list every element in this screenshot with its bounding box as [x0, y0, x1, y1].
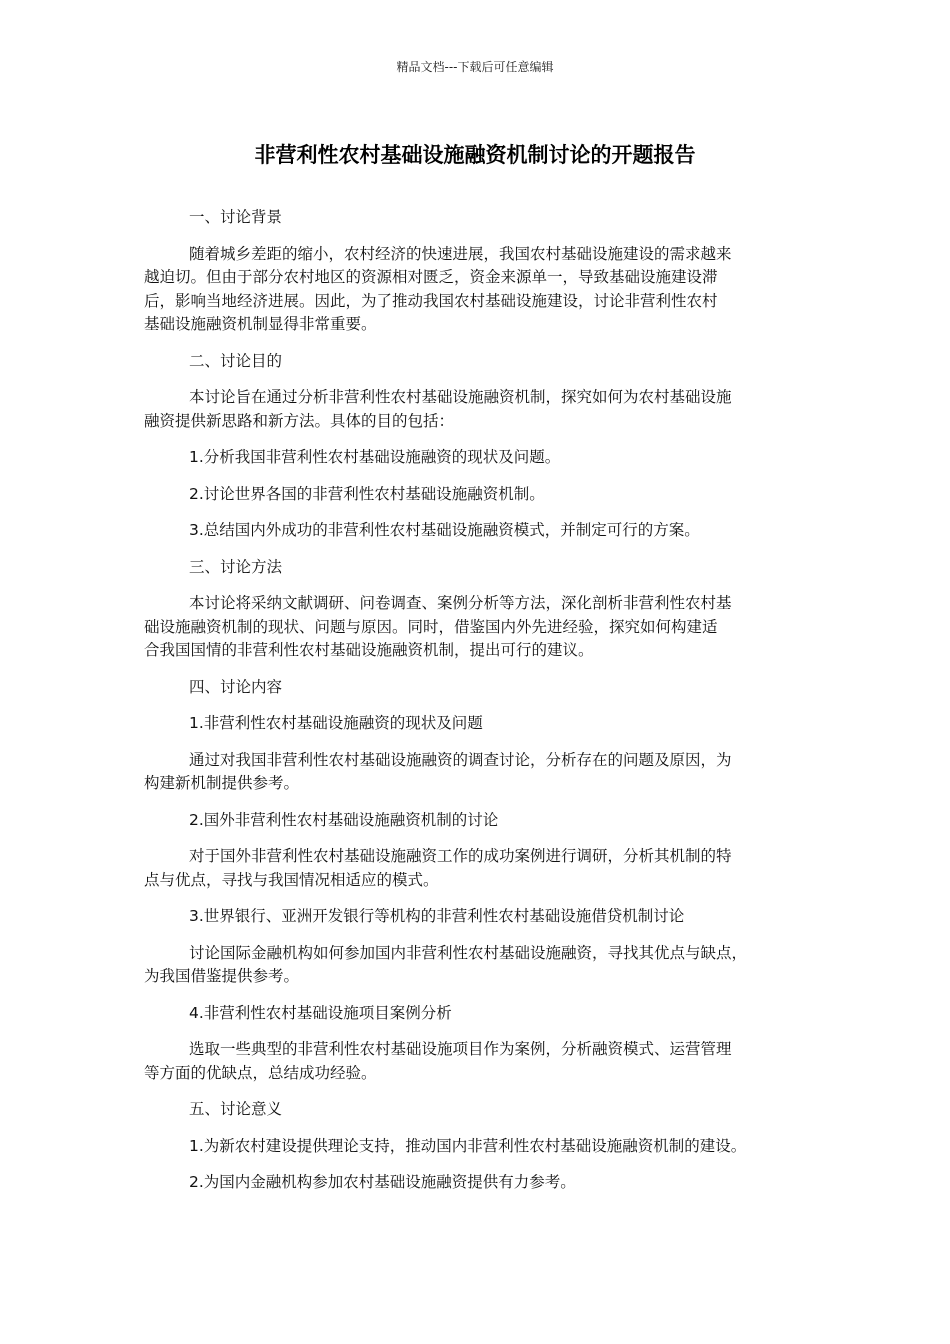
purpose-item-3: 3.总结国内外成功的非营利性农村基础设施融资模式，并制定可行的方案。 — [189, 521, 700, 539]
section-heading-background: 一、讨论背景 — [189, 208, 283, 226]
header-note: 精品文档---下载后可任意编辑 — [396, 60, 554, 74]
content-item-2-text: 对于国外非营利性农村基础设施融资工作的成功案例进行调研，分析其机制的特 点与优点，寻找与我国情况相适应的模式。 — [144, 847, 732, 889]
content-item-2-heading: 2.国外非营利性农村基础设施融资机制的讨论 — [189, 810, 499, 829]
paragraph-background: 随着城乡差距的缩小，农村经济的快速进展，我国农村基础设施建设的需求越来 越迫切。但由于部分农村地区的资源相对匮乏，资金来源单一，导致基础设施建设滞 后，影响当地经济进展。因此，为了推动我国农村基础设施建设，讨论非营利性农村 基础设施融资机制显得非常重要。 — [144, 244, 732, 333]
purpose-item-2: 2.讨论世界各国的非营利性农村基础设施融资机制。 — [189, 484, 545, 503]
paragraph-method: 本讨论将采纳文献调研、问卷调查、案例分析等方法，深化剖析非营利性农村基 础设施融资机制的现状、问题与原因。同时，借鉴国内外先进经验，探究如何构建适 合我国国情的非营利性农村基础设施融资机制，提出可行的建议。 — [144, 594, 732, 659]
section-heading-significance: 五、讨论意义 — [189, 1100, 283, 1118]
content-item-1-text: 通过对我国非营利性农村基础设施融资的调查讨论，分析存在的问题及原因，为 构建新机制提供参考。 — [144, 750, 732, 792]
significance-item-2: 2.为国内金融机构参加农村基础设施融资提供有力参考。 — [189, 1173, 576, 1191]
paragraph-purpose: 本讨论旨在通过分析非营利性农村基础设施融资机制，探究如何为农村基础设施 融资提供新思路和新方法。具体的目的包括： — [144, 388, 732, 430]
purpose-item-1: 1.分析我国非营利性农村基础设施融资的现状及问题。 — [189, 448, 561, 466]
content-item-4-text: 选取一些典型的非营利性农村基础设施项目作为案例，分析融资模式、运营管理 等方面的优缺点，总结成功经验。 — [144, 1040, 732, 1082]
content-item-4-heading: 4.非营利性农村基础设施项目案例分析 — [189, 1003, 452, 1022]
content-item-3-heading: 3.世界银行、亚洲开发银行等机构的非营利性农村基础设施借贷机制讨论 — [189, 907, 685, 925]
document-title: 非营利性农村基础设施融资机制讨论的开题报告 — [254, 143, 696, 167]
significance-item-1: 1.为新农村建设提供理论支持，推动国内非营利性农村基础设施融资机制的建设。 — [189, 1136, 747, 1155]
content-item-3-text: 讨论国际金融机构如何参加国内非营利性农村基础设施融资，寻找其优点与缺点， 为我国借鉴提供参考。 — [144, 943, 748, 985]
content-item-1-heading: 1.非营利性农村基础设施融资的现状及问题 — [189, 714, 483, 732]
document-body — [144, 206, 814, 1208]
section-heading-method: 三、讨论方法 — [189, 557, 283, 576]
section-heading-purpose: 二、讨论目的 — [189, 351, 283, 370]
section-heading-content: 四、讨论内容 — [189, 677, 283, 696]
